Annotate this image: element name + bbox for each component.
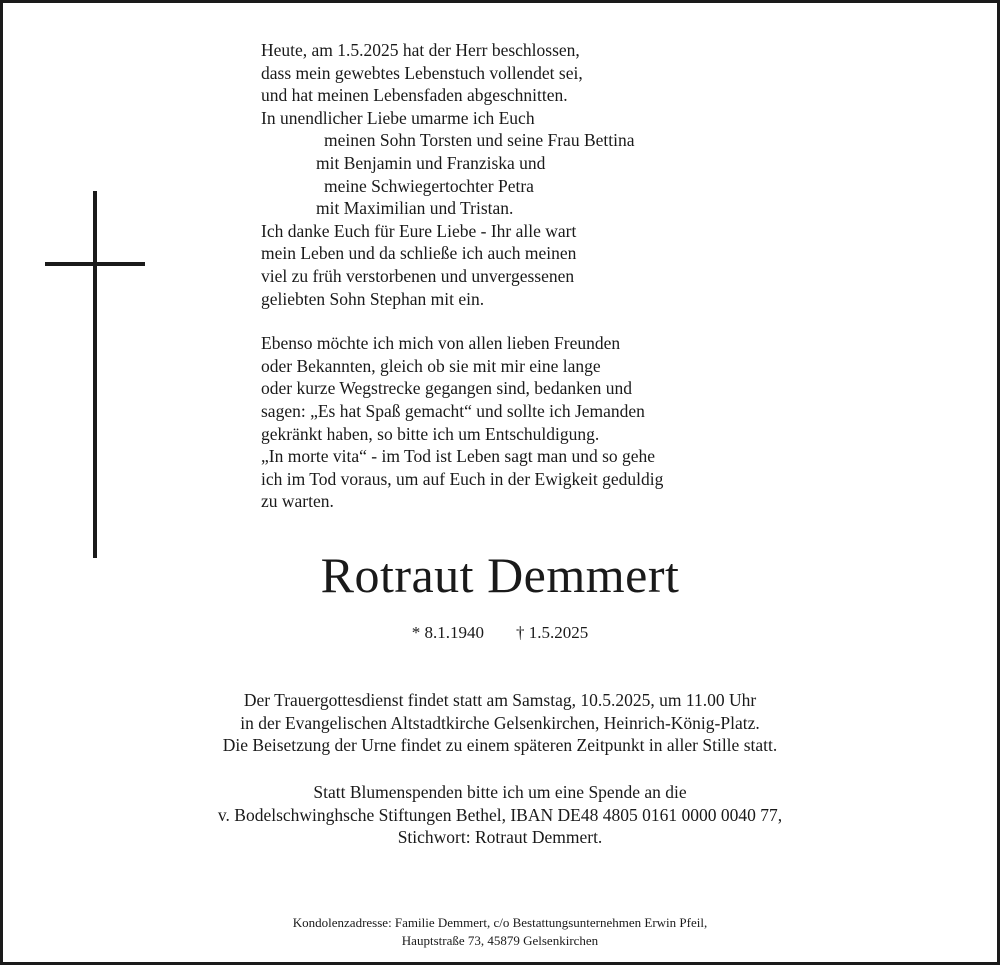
poem-stanza-1 xyxy=(261,39,781,129)
life-dates xyxy=(3,622,997,644)
family-line: mit Maximilian und Tristan. xyxy=(316,198,514,219)
donation-line: v. Bodelschwinghsche Stiftungen Bethel, IBAN DE48 4805 0161 0000 0040 77, xyxy=(217,804,783,825)
cross-horizontal-bar xyxy=(45,262,145,266)
farewell-poem xyxy=(261,39,781,513)
service-line: Die Beisetzung der Urne findet zu einem späteren Zeitpunkt in aller Stille statt. xyxy=(222,735,778,756)
poem-stanza-2 xyxy=(261,332,781,513)
deceased-name: Rotraut Demmert xyxy=(320,547,680,603)
poem-line: oder Bekannten, gleich ob sie mit mir eine lange xyxy=(261,355,601,376)
poem-line: oder kurze Wegstrecke gegangen sind, bedanken und xyxy=(261,378,632,399)
poem-line: zu warten. xyxy=(261,491,334,512)
condolence-address xyxy=(3,914,997,950)
poem-line: geliebten Sohn Stephan mit ein. xyxy=(261,288,485,309)
poem-line: sagen: „Es hat Spaß gemacht“ und sollte ich Jemanden xyxy=(261,400,645,421)
poem-line: Ich danke Euch für Eure Liebe - Ihr alle wart xyxy=(261,220,577,241)
poem-line: dass mein gewebtes Lebenstuch vollendet sei, xyxy=(261,62,583,83)
poem-line: Ebenso möchte ich mich von allen lieben Freunden xyxy=(261,333,621,354)
poem-family-list xyxy=(261,129,781,219)
funeral-service-info xyxy=(3,689,997,757)
donation-line: Statt Blumenspenden bitte ich um eine Spende an die xyxy=(313,782,687,802)
poem-line: In unendlicher Liebe umarme ich Euch xyxy=(261,107,535,128)
service-line: Der Trauergottesdienst findet statt am Samstag, 10.5.2025, um 11.00 Uhr xyxy=(243,690,757,710)
condolence-line: Kondolenzadresse: Familie Demmert, c/o Bestattungsunternehmen Erwin Pfeil, xyxy=(292,915,708,930)
condolence-line: Hauptstraße 73, 45879 Gelsenkirchen xyxy=(401,933,599,948)
poem-line: und hat meinen Lebensfaden abgeschnitten. xyxy=(261,85,568,106)
poem-line: Heute, am 1.5.2025 hat der Herr beschlossen, xyxy=(261,40,580,60)
family-line: meine Schwiegertochter Petra xyxy=(324,175,534,196)
cross-vertical-bar xyxy=(93,191,97,558)
death-date: † 1.5.2025 xyxy=(516,623,589,642)
poem-line: mein Leben und da schließe ich auch meinen xyxy=(261,243,577,264)
poem-stanza-1-end xyxy=(261,220,781,310)
poem-line: ich im Tod voraus, um auf Euch in der Ewigkeit geduldig xyxy=(261,468,664,489)
poem-line: viel zu früh verstorbenen und unvergessenen xyxy=(261,265,575,286)
family-line: mit Benjamin und Franziska und xyxy=(316,152,546,173)
donation-info xyxy=(3,781,997,849)
donation-line: Stichwort: Rotraut Demmert. xyxy=(397,827,603,848)
stanza-gap xyxy=(261,310,781,332)
birth-date: * 8.1.1940 xyxy=(411,623,484,642)
poem-line: „In morte vita“ - im Tod ist Leben sagt man und so gehe xyxy=(261,446,656,467)
poem-line: gekränkt haben, so bitte ich um Entschuldigung. xyxy=(261,423,600,444)
family-line: meinen Sohn Torsten und seine Frau Bettina xyxy=(324,130,635,151)
service-line: in der Evangelischen Altstadtkirche Gelsenkirchen, Heinrich-König-Platz. xyxy=(240,712,760,733)
